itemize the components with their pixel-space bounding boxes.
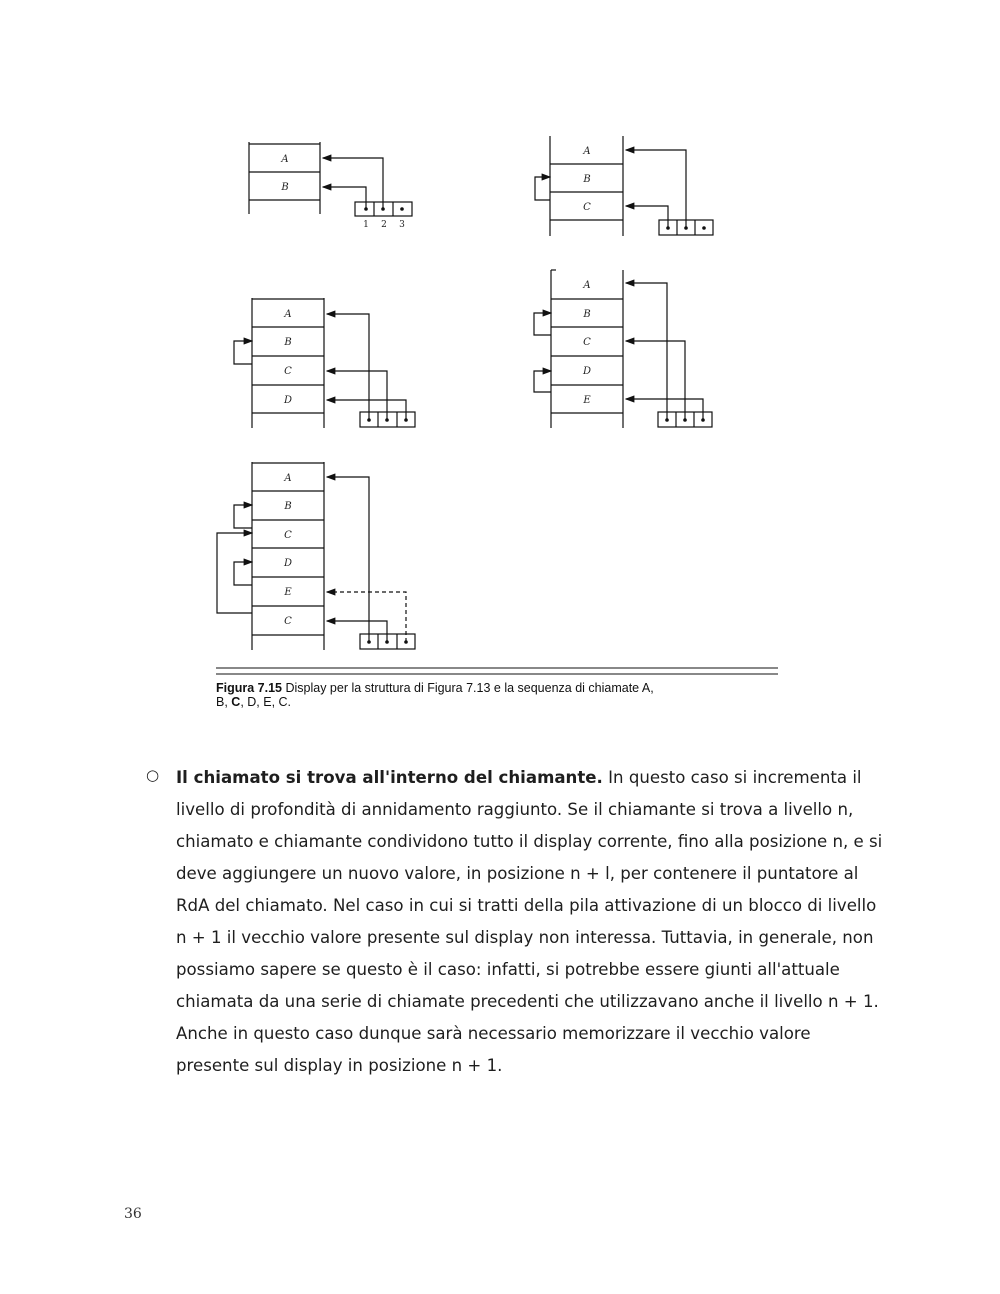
figure-caption-line-1	[216, 681, 654, 695]
paragraph-line-10: presente sul display in posizione n + 1.	[176, 1056, 503, 1075]
stack-2-label-c: C	[583, 202, 591, 213]
paragraph-line-5: RdA del chiamato. Nel caso in cui si tratti della pila attivazione di un blocco di livello	[176, 896, 877, 915]
paragraph-line-3: chiamato e chiamante condividono tutto il display corrente, fino alla posizione n, e si	[176, 832, 883, 851]
page-number: 36	[124, 1206, 142, 1222]
stack-2-label-a: A	[583, 146, 591, 157]
stack-4-label-a: A	[583, 280, 591, 291]
bullet-circle-icon: ○	[146, 766, 160, 784]
stack-4-label-e: E	[583, 395, 591, 406]
paragraph-bold-lead: Il chiamato si trova all'interno del chiamante.	[176, 768, 603, 787]
stack-5-label-b: B	[284, 501, 292, 512]
stack-5-label-c2: C	[284, 616, 292, 627]
stack-3-label-a: A	[284, 309, 292, 320]
paragraph-line-7: possiamo sapere se questo è il caso: infatti, si potrebbe essere giunti all'attuale	[176, 960, 840, 979]
stack-5-label-c: C	[284, 530, 292, 541]
stack-4-label-d: D	[582, 366, 592, 377]
display-index-2: 2	[381, 220, 387, 230]
stack-2-label-b: B	[583, 174, 591, 185]
figure-caption-line-2-pre: B,	[216, 695, 232, 709]
stack-5-label-e: E	[284, 587, 292, 598]
figure-7-15	[200, 128, 810, 718]
paragraph-line-9: Anche in questo caso dunque sarà necessario memorizzare il vecchio valore	[176, 1024, 811, 1043]
figure-caption-number: Figura 7.15	[216, 681, 282, 695]
figure-caption-line-2	[216, 695, 291, 709]
stack-1	[249, 142, 412, 216]
paragraph-line-4: deve aggiungere un nuovo valore, in posizione n + l, per contenere il puntatore al	[176, 864, 859, 883]
stack-2	[535, 136, 713, 236]
stack-3-label-d: D	[283, 395, 293, 406]
stack-4-label-c: C	[583, 337, 591, 348]
figure-caption-line-2-bold: C	[231, 695, 241, 709]
display-diagram	[200, 128, 810, 718]
stack-3-label-c: C	[284, 366, 292, 377]
stack-1-label-a: A	[281, 154, 289, 165]
figure-caption-line-2-post: , D, E, C.	[240, 695, 292, 709]
paragraph-line-1: In questo caso si incrementa il	[602, 768, 862, 787]
stack-5-label-d: D	[283, 558, 293, 569]
stack-5	[217, 462, 415, 650]
stack-3-label-b: B	[284, 337, 292, 348]
stack-4	[534, 270, 712, 428]
display-index-1: 1	[363, 220, 369, 230]
paragraph-line-2: livello di profondità di annidamento raggiunto. Se il chiamante si trova a livello n,	[176, 800, 854, 819]
paragraph	[176, 762, 888, 1082]
paragraph-line-6: n + 1 il vecchio valore presente sul display non interessa. Tuttavia, in generale, non	[176, 928, 874, 947]
stack-4-label-b: B	[583, 309, 591, 320]
stack-5-label-a: A	[284, 473, 292, 484]
stack-1-label-b: B	[281, 182, 289, 193]
paragraph-line-8: chiamata da una serie di chiamate precedenti che utilizzavano anche il livello n + 1.	[176, 992, 879, 1011]
stack-3	[234, 298, 415, 428]
display-index-3: 3	[399, 220, 405, 230]
figure-caption-text: Display per la struttura di Figura 7.13 e la sequenza di chiamate A,	[282, 681, 654, 695]
